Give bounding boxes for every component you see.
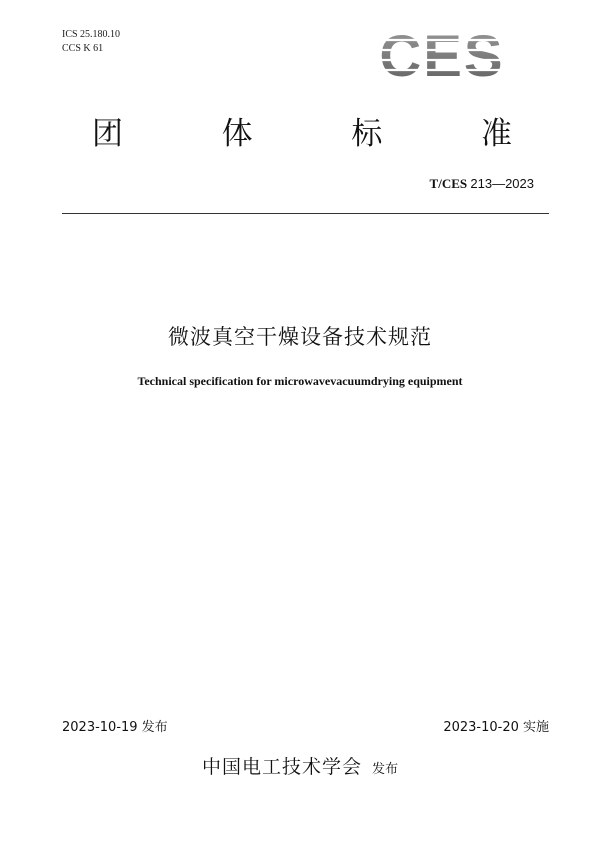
doc-type-char-1: 团: [92, 116, 123, 152]
header-divider: [62, 213, 549, 214]
standard-number: [430, 176, 534, 192]
classification-codes: [62, 28, 120, 56]
publisher-verb: 发布: [372, 762, 399, 777]
document-type-heading: [92, 108, 512, 153]
doc-type-char-4: 准: [480, 116, 512, 152]
title-english: Technical specification for microwavevacuumdrying equipment: [137, 374, 463, 388]
release-dates: [62, 716, 549, 735]
ces-logo: [372, 26, 512, 84]
publisher-line: [0, 752, 600, 779]
standard-code: 213—2023: [470, 176, 534, 191]
issue-date: 2023-10-19 发布: [62, 720, 168, 735]
effective-date: 2023-10-20 实施: [443, 720, 549, 735]
doc-type-char-3: 标: [351, 116, 383, 152]
title-chinese: 微波真空干燥设备技术规范: [168, 325, 432, 349]
publisher-organization: 中国电工技术学会: [201, 756, 362, 778]
ics-code: ICS 25.180.10: [62, 29, 121, 40]
ces-logo-text: CES: [379, 26, 505, 84]
standard-prefix: T/CES: [429, 176, 468, 191]
ccs-code: CCS K 61: [62, 43, 104, 54]
doc-type-char-2: 体: [221, 116, 253, 152]
